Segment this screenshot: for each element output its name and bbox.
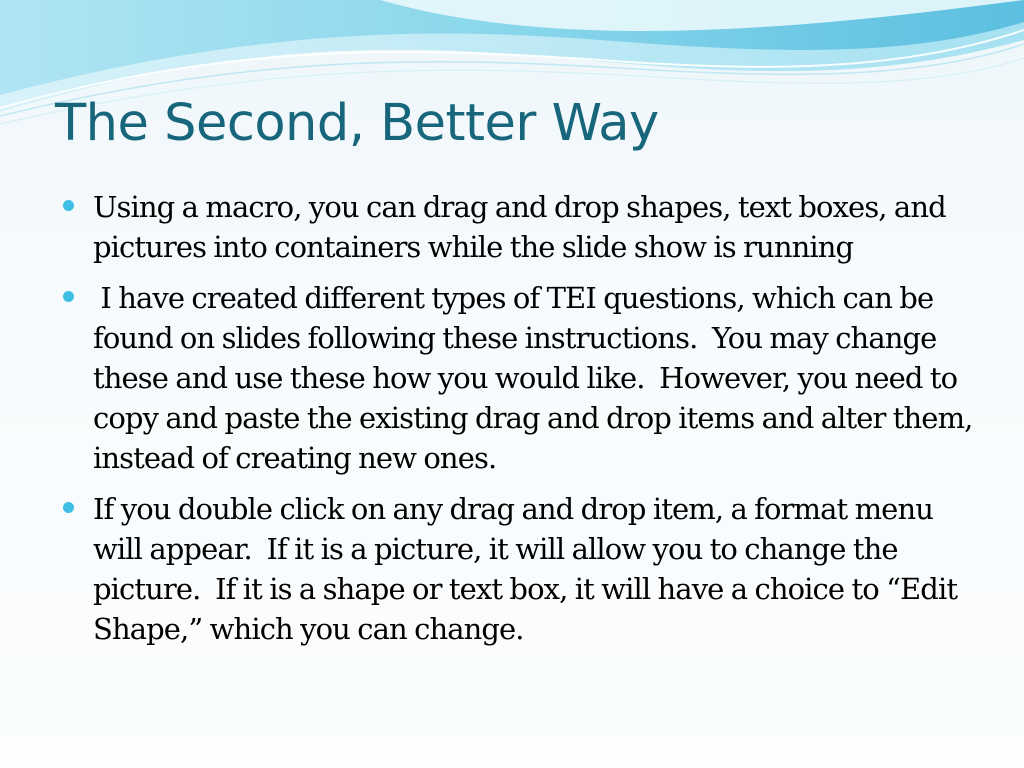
bullet-item [62, 489, 977, 649]
bullet-text: Using a macro, you can drag and drop shapes, text boxes, and pictures into containers while the slide show is running [93, 190, 954, 264]
bullet-item [62, 187, 977, 267]
round-bullet-icon [63, 291, 74, 302]
bullet-item [62, 278, 980, 478]
round-bullet-icon [63, 200, 74, 211]
bullet-list [62, 187, 980, 660]
slide-title: The Second, Better Way [55, 94, 659, 153]
bullet-text: I have created different types of TEI questions, which can be found on slides following these instructions. You may change these and use these how you would like. However, you need to copy and paste the existing drag and drop items and alter them, instead of creating new ones. [93, 281, 980, 475]
bullet-text: If you double click on any drag and drop item, a format menu will appear. If it is a picture, it will allow you to change the picture. If it is a shape or text box, it will have a choice to “Edit Shape,” which you can change. [93, 492, 965, 646]
round-bullet-icon [63, 502, 74, 513]
